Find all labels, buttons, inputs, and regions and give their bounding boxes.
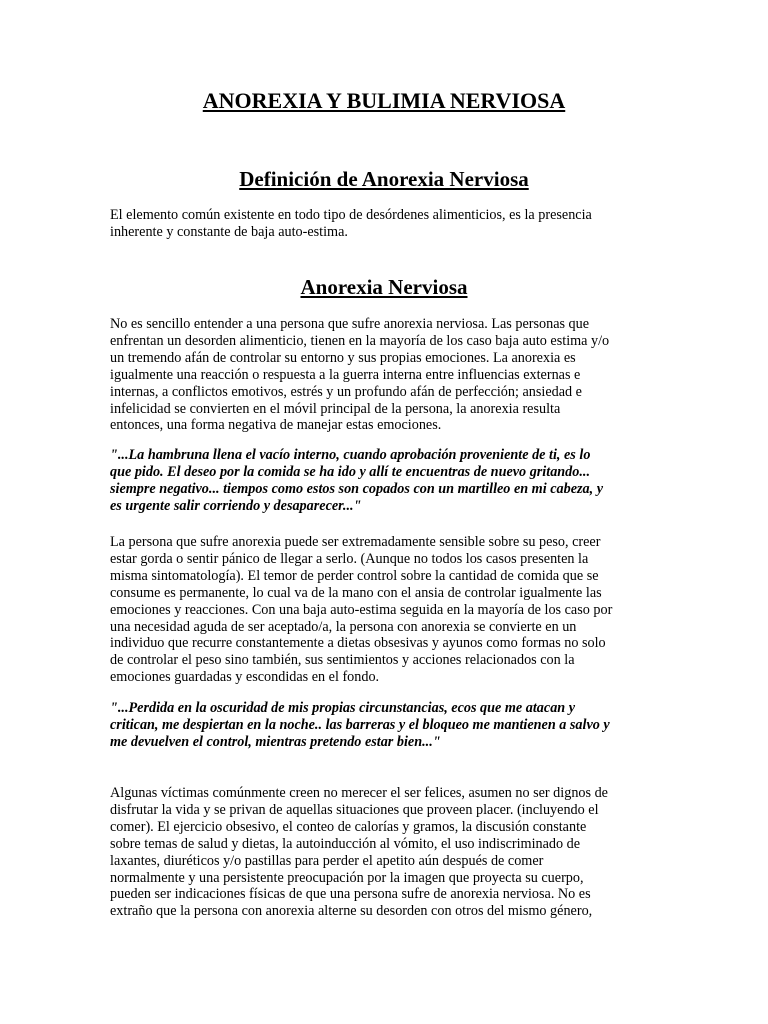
text-line: emociones y reacciones. Con una baja auto-estima seguida en la mayoría de los caso por: [110, 601, 613, 618]
section-heading-definicion: Definición de Anorexia Nerviosa: [239, 167, 529, 191]
text-line: enfrentan un desorden alimenticio, tienen en la mayoría de los caso baja auto estima y/o: [110, 332, 610, 349]
text-line: consume es permanente, lo cual va de la mano con el ansia de controlar igualmente las: [110, 584, 602, 601]
paragraph-anorexia-intro: [110, 316, 658, 434]
text-line: normalmente y una persistente preocupación por la imagen que proyecta su cuerpo,: [110, 869, 584, 886]
text-line: me devuelven el control, mientras pretendo estar bien...": [110, 733, 441, 750]
text-line: comer). El ejercicio obsesivo, el conteo de calorías y gramos, la discusión constante: [110, 818, 587, 835]
text-line: Algunas víctimas comúnmente creen no merecer el ser felices, asumen no ser dignos de: [110, 785, 608, 801]
text-line: "...Perdida en la oscuridad de mis propias circunstancias, ecos que me atacan y: [110, 700, 576, 716]
text-line: infelicidad se convierten en el móvil principal de la persona, la anorexia resulta: [110, 400, 561, 417]
paragraph-definicion: [110, 207, 658, 241]
text-line: es urgente salir corriendo y desaparecer...": [110, 497, 362, 514]
paragraph-sensible-peso: [110, 534, 658, 686]
text-line: entonces, una forma negativa de manejar estas emociones.: [110, 417, 442, 434]
text-line: un tremendo afán de controlar su entorno y sus propias emociones. La anorexia es: [110, 349, 576, 366]
text-line: sobre temas de salud y dietas, la autoinducción al vómito, el uso indiscriminado de: [110, 835, 581, 852]
text-line: internas, a conflictos emotivos, estrés y un profundo afán de perfección; ansiedad e: [110, 383, 582, 400]
text-line: La persona que sufre anorexia puede ser extremadamente sensible sobre su peso, creer: [110, 534, 601, 550]
text-line: igualmente una reacción o respuesta a la guerra interna entre influencias externas e: [110, 366, 581, 383]
text-line: individuo que recurre constantemente a dietas obsesivas y ayunos como formas no solo: [110, 635, 606, 652]
text-line: que pido. El deseo por la comida se ha ido y allí te encuentras de nuevo gritando...: [110, 463, 591, 480]
document-title: ANOREXIA Y BULIMIA NERVIOSA: [202, 88, 566, 113]
text-line: laxantes, diuréticos y/o pastillas para perder el apetito aún después de comer: [110, 852, 544, 869]
text-line: "...La hambruna llena el vacío interno, cuando aprobación proveniente de ti, es lo: [110, 447, 591, 463]
text-line: No es sencillo entender a una persona que sufre anorexia nerviosa. Las personas que: [110, 316, 590, 332]
text-line: pueden ser indicaciones físicas de que una persona sufre de anorexia nerviosa. No es: [110, 886, 591, 903]
text-line: critican, me despiertan en la noche.. las barreras y el bloqueo me mantienen a salvo y: [110, 716, 610, 733]
paragraph-victimas: [110, 785, 658, 920]
text-line: de controlar el peso sino también, sus sentimientos y acciones relacionados con la: [110, 652, 575, 669]
text-line: estar gorda o sentir pánico de llegar a serlo. (Aunque no todos los casos presenten la: [110, 550, 589, 567]
text-line: disfrutar la vida y se privan de aquellas situaciones que proveen placer. (incluyendo el: [110, 801, 599, 818]
quote-oscuridad: [110, 700, 658, 751]
text-line: siempre negativo... tiempos como estos son copados con un martilleo en mi cabeza, y: [110, 480, 603, 497]
text-line: inherente y constante de baja auto-estima.: [110, 223, 348, 240]
text-line: una necesidad aguda de ser aceptado/a, la persona con anorexia se convierte en un: [110, 618, 577, 635]
section-heading-anorexia: Anorexia Nerviosa: [300, 275, 468, 299]
text-line: misma sintomatología). El temor de perder control sobre la cantidad de comida que se: [110, 567, 599, 584]
text-line: emociones guardadas y escondidas en el fondo.: [110, 669, 380, 686]
quote-hambruna: [110, 447, 658, 515]
text-line: El elemento común existente en todo tipo de desórdenes alimenticios, es la presencia: [110, 207, 592, 223]
text-line: extraño que la persona con anorexia alterne su desorden con otros del mismo género,: [110, 903, 593, 920]
